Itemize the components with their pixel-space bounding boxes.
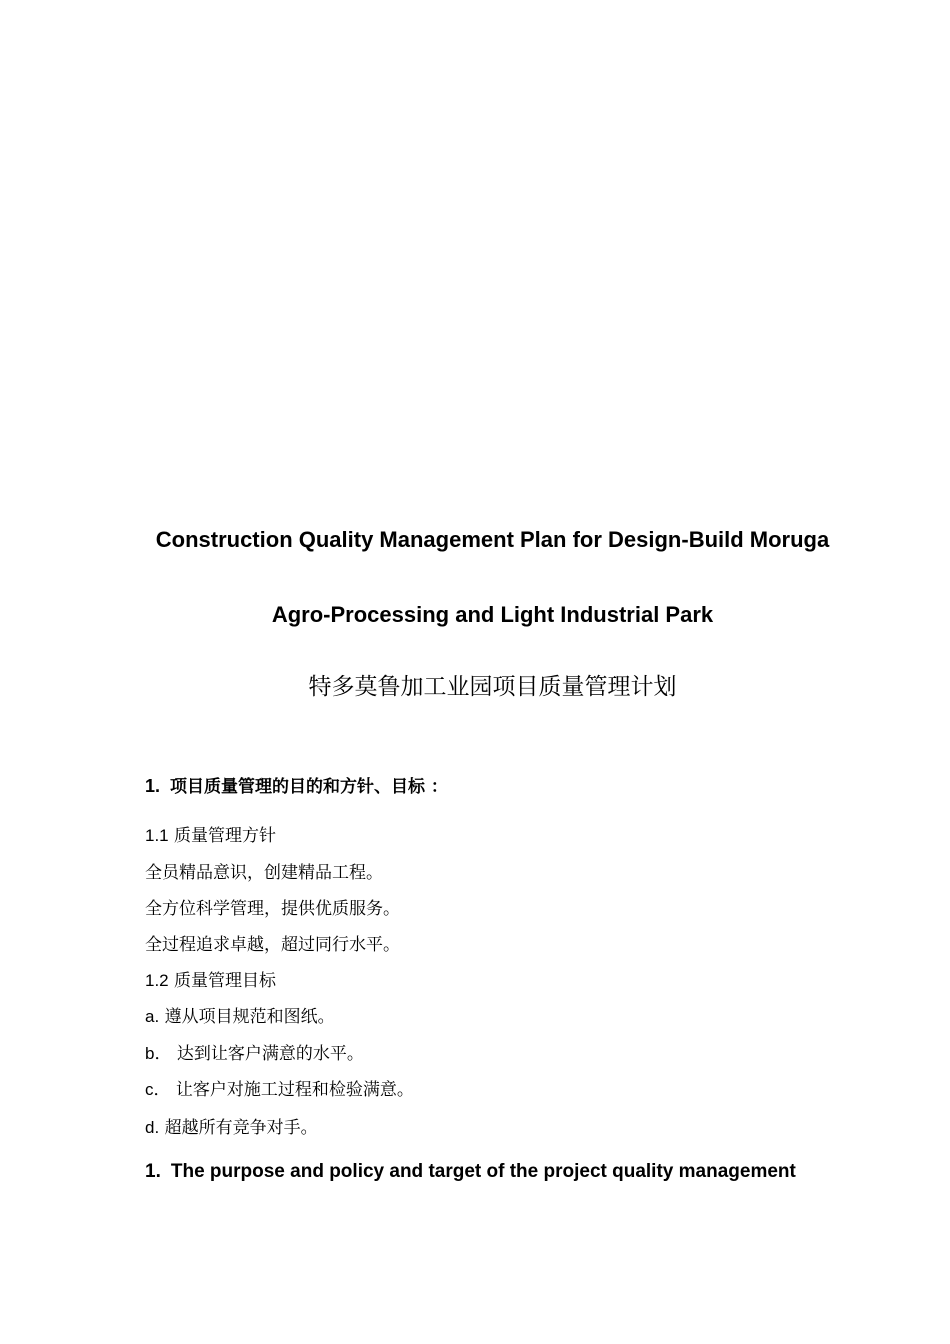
document-title-en-line1: Construction Quality Management Plan for Design-Build Moruga — [155, 527, 830, 552]
section-number: 1. — [145, 1161, 161, 1182]
target-text: 遵从项目规范和图纸。 — [164, 1007, 335, 1027]
target-item — [145, 1113, 318, 1138]
list-marker: a. — [145, 1007, 160, 1026]
document-title-en-line2: Agro-Processing and Light Industrial Park — [271, 602, 714, 627]
document-title-cn: 特多莫鲁加工业园项目质量管理计划 — [308, 674, 677, 700]
section-heading-text: 项目质量管理的目的和方针、目标 ： — [170, 777, 448, 797]
target-text: 达到让客户满意的水平。 — [176, 1044, 364, 1064]
subsection-heading-target — [145, 966, 276, 991]
list-marker: d. — [145, 1118, 160, 1137]
section-heading-cn — [145, 772, 448, 797]
subsection-title: 质量管理目标 — [174, 971, 277, 991]
target-text: 超越所有竞争对手。 — [164, 1118, 318, 1138]
section-number: 1. — [145, 776, 161, 796]
policy-line: 全过程追求卓越，超过同行水平。 — [145, 935, 400, 955]
section-heading-text: The purpose and policy and target of the project quality management — [170, 1161, 796, 1182]
section-heading-en — [145, 1161, 796, 1183]
target-text: 让客户对施工过程和检验满意。 — [175, 1080, 414, 1100]
policy-line: 全员精品意识，创建精品工程。 — [145, 863, 383, 883]
subsection-number: 1.2 — [145, 971, 169, 990]
target-item — [145, 1002, 335, 1027]
list-marker: c． — [145, 1080, 171, 1099]
target-item — [145, 1075, 414, 1100]
target-item — [145, 1039, 364, 1064]
policy-line: 全方位科学管理，提供优质服务。 — [145, 899, 400, 919]
subsection-title: 质量管理方针 — [174, 826, 277, 846]
subsection-heading-policy — [145, 821, 276, 846]
list-marker: b． — [145, 1044, 172, 1063]
subsection-number: 1.1 — [145, 826, 169, 845]
